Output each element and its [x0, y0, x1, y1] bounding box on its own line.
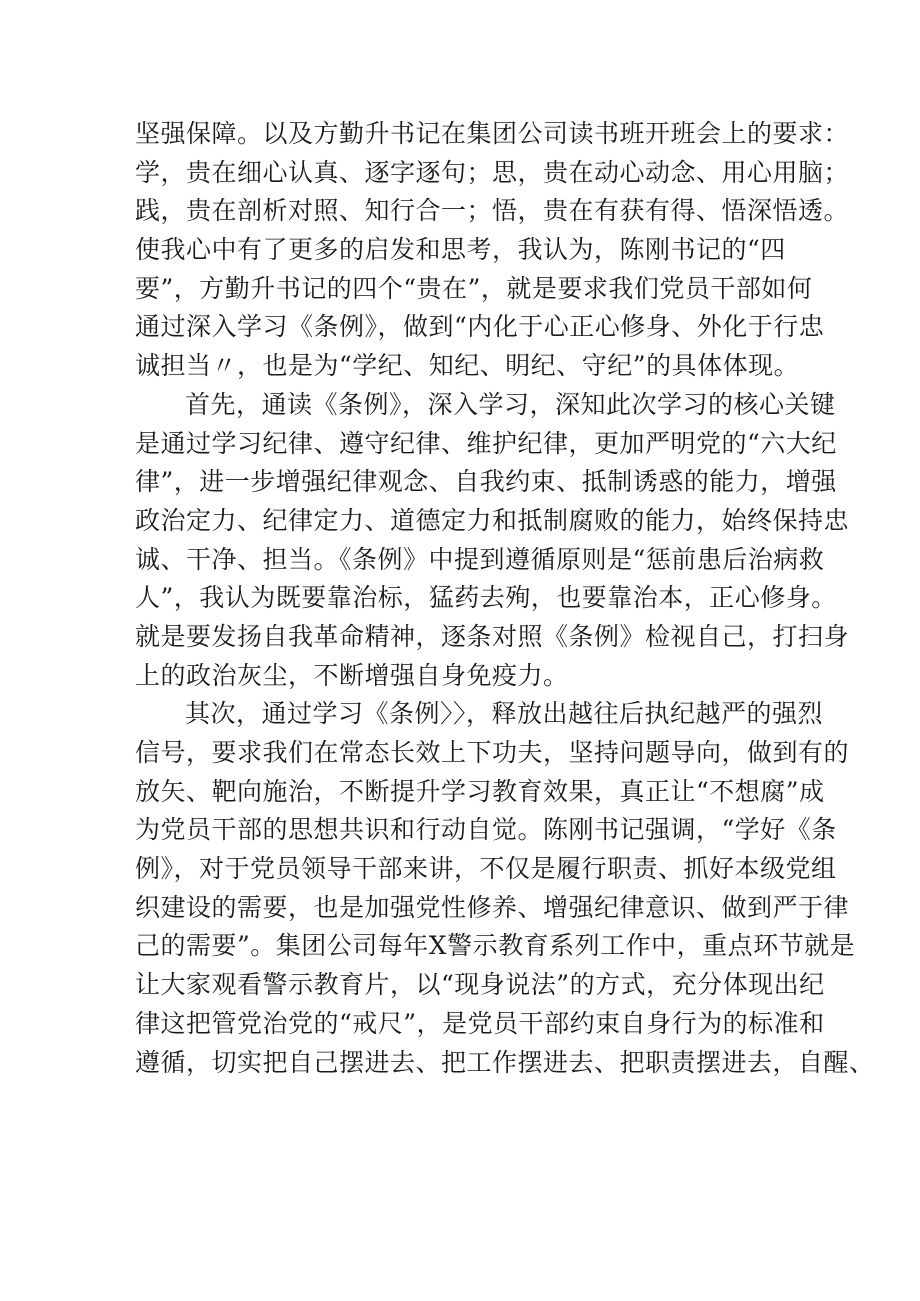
paragraph-first-line: 首先，通读《条例》，深入学习，深知此次学习的核心关键 — [185, 389, 836, 419]
text-line: 律这把管党治党的“戒尺”，是党员干部约束自身行为的标准和 — [135, 1008, 825, 1038]
text-line: 使我心中有了更多的启发和思考，我认为，陈刚书记的“四 — [135, 235, 786, 265]
text-line: 政治定力、纪律定力、道德定力和抵制腐败的能力，始终保持忠 — [135, 505, 850, 535]
text-line: 诚、干净、担当。《条例》中提到遵循原则是“惩前患后治病救 — [135, 544, 825, 574]
text-line: 上的政治灰尘，不断增强自身免疫力。 — [135, 660, 569, 690]
text-line: 坚强保障。以及方勤升书记在集团公司读书班开班会上的要求： — [135, 119, 850, 148]
text-line: 例》，对于党员领导干部来讲，不仅是履行职责、抓好本级党组 — [135, 854, 837, 884]
text-line: 遵循，切实把自己摆进去、把工作摆进去、把职责摆进去，自醒、 — [135, 1047, 875, 1077]
text-line: 是通过学习纪律、遵守纪律、维护纪律，更加严明党的“六大纪 — [135, 428, 837, 458]
text-line: 为党员干部的思想共识和行动自觉。陈刚书记强调，“学好《条 — [135, 815, 837, 845]
text-line: 通过深入学习《条例》，做到“内化于心正心修身、外化于行忠 — [135, 312, 825, 342]
text-line: 己的需要”。集团公司每年X警示教育系列工作中，重点环节就是 — [135, 931, 856, 961]
text-line: 人”，我认为既要靠治标，猛药去殉，也要靠治本，正心修身。 — [135, 583, 837, 613]
text-line: 让大家观看警示教育片，以“现身说法”的方式，充分体现出纪 — [135, 970, 825, 1000]
text-line: 就是要发扬自我革命精神，逐条对照《条例》检视自己，打扫身 — [135, 621, 850, 651]
text-line: 织建设的需要，也是加强党性修养、增强纪律意识、做到严于律 — [135, 892, 850, 922]
text-line: 诚担当〃，也是为“学纪、知纪、明纪、守纪”的具体体现。 — [135, 351, 800, 381]
text-line: 律”，进一步增强纪律观念、自我约束、抵制诱惑的能力，增强 — [135, 467, 837, 497]
text-line: 放矢、靶向施治，不断提升学习教育效果，真正让“不想腐”成 — [135, 776, 825, 806]
text-line: 信号，要求我们在常态长效上下功夫，坚持问题导向，做到有的 — [135, 738, 850, 767]
body-text — [135, 115, 875, 1082]
text-line: 践，贵在剖析对照、知行合一；悟，贵在有获有得、悟深悟透。 — [135, 196, 850, 226]
text-line: 要”，方勤升书记的四个“贵在”，就是要求我们党员干部如何 — [135, 273, 813, 303]
text-line: 学，贵在细心认真、逐字逐句；思，贵在动心动念、用心用脑； — [135, 157, 850, 187]
paragraph-first-line: 其次，通过学习《条例〉〉，释放出越往后执纪越严的强烈 — [185, 699, 824, 729]
